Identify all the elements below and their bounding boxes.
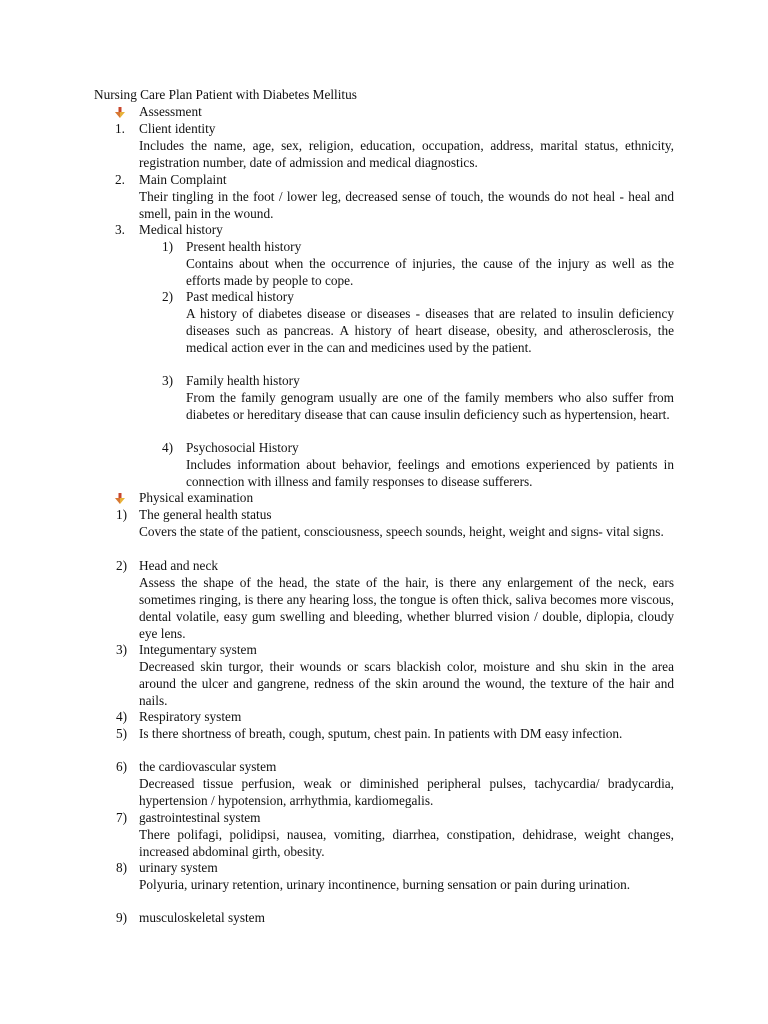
item-text: Decreased skin turgor, their wounds or scars blackish color, moisture and shu skin in the area around the ulcer and gangrene, redness of the skin around the wound, the texture of the hair and nails. (139, 659, 674, 708)
item-text: A history of diabetes disease or diseases - diseases that are related to insulin deficiency diseases such as pancreas. A history of heart disease, obesity, and atherosclerosis, the medical action ever in the can and medicines used by the patient. (186, 306, 674, 355)
item-number: 1. (115, 121, 125, 136)
item-text: Includes the name, age, sex, religion, education, occupation, address, marital status, ethnicity, registration number, date of admission and medical diagnostics. (139, 138, 674, 170)
item-heading: the cardiovascular system (139, 759, 277, 774)
item-number: 3) (116, 642, 128, 657)
item-text: There polifagi, polidipsi, nausea, vomiting, diarrhea, constipation, dehidrase, weight changes, increased abdominal girth, obesity. (139, 827, 674, 859)
item-text: Contains about when the occurrence of injuries, the cause of the injury as well as the efforts made by people to cope. (186, 256, 674, 288)
item-text: Includes information about behavior, feelings and emotions experienced by patients in connection with illness and family responses to disease sufferers. (186, 457, 674, 489)
physical-label: Physical examination (139, 490, 254, 505)
item-heading: Present health history (186, 239, 302, 254)
item-heading: urinary system (139, 860, 218, 875)
item-number: 3) (162, 373, 174, 388)
item-number: 5) (116, 726, 128, 741)
item-heading: Respiratory system (139, 709, 242, 724)
item-heading: Is there shortness of breath, cough, sputum, chest pain. In patients with DM easy infection. (139, 726, 623, 741)
item-heading: gastrointestinal system (139, 810, 261, 825)
item-heading: The general health status (139, 507, 272, 522)
item-heading: Integumentary system (139, 642, 257, 657)
item-number: 1) (162, 239, 174, 254)
item-number: 2. (115, 172, 125, 187)
item-heading: Medical history (139, 222, 223, 237)
item-text: Covers the state of the patient, consciousness, speech sounds, height, weight and signs- vital signs. (139, 524, 664, 539)
arrow-down-bullet-icon (114, 107, 126, 119)
item-number: 1) (116, 507, 128, 522)
item-heading: Past medical history (186, 289, 294, 304)
item-heading: musculoskeletal system (139, 910, 265, 925)
item-number: 4) (162, 440, 174, 455)
item-heading: Client identity (139, 121, 216, 136)
item-text: Decreased tissue perfusion, weak or diminished peripheral pulses, tachycardia/ bradycardia, hypertension / hypotension, arrhythmia, kardiomegalis. (139, 776, 674, 808)
item-heading: Family health history (186, 373, 300, 388)
item-number: 7) (116, 810, 128, 825)
arrow-down-bullet-icon (114, 493, 126, 505)
item-number: 6) (116, 759, 128, 774)
item-heading: Main Complaint (139, 172, 227, 187)
item-number: 2) (116, 558, 128, 573)
item-number: 4) (116, 709, 128, 724)
item-text: Assess the shape of the head, the state of the hair, is there any enlargement of the neck, ears sometimes ringing, is there any hearing loss, the tongue is often thick, saliva becomes more viscous, dental volatile, easy gum swelling and bleeding, whether blurred vision / double, diplopia, cloudy eye lens. (139, 575, 674, 641)
item-heading: Head and neck (139, 558, 219, 573)
item-text: Their tingling in the foot / lower leg, decreased sense of touch, the wounds do not heal - heal and smell, pain in the wound. (139, 189, 674, 221)
item-number: 8) (116, 860, 128, 875)
item-heading: Psychosocial History (186, 440, 299, 455)
item-number: 3. (115, 222, 125, 237)
item-number: 2) (162, 289, 174, 304)
assessment-label: Assessment (139, 104, 202, 119)
document-title: Nursing Care Plan Patient with Diabetes Mellitus (94, 87, 357, 102)
item-number: 9) (116, 910, 128, 925)
item-text: Polyuria, urinary retention, urinary incontinence, burning sensation or pain during urination. (139, 877, 631, 892)
item-text: From the family genogram usually are one of the family members who also suffer from diabetes or hereditary disease that can cause insulin deficiency such as hypertension, heart. (186, 390, 674, 422)
